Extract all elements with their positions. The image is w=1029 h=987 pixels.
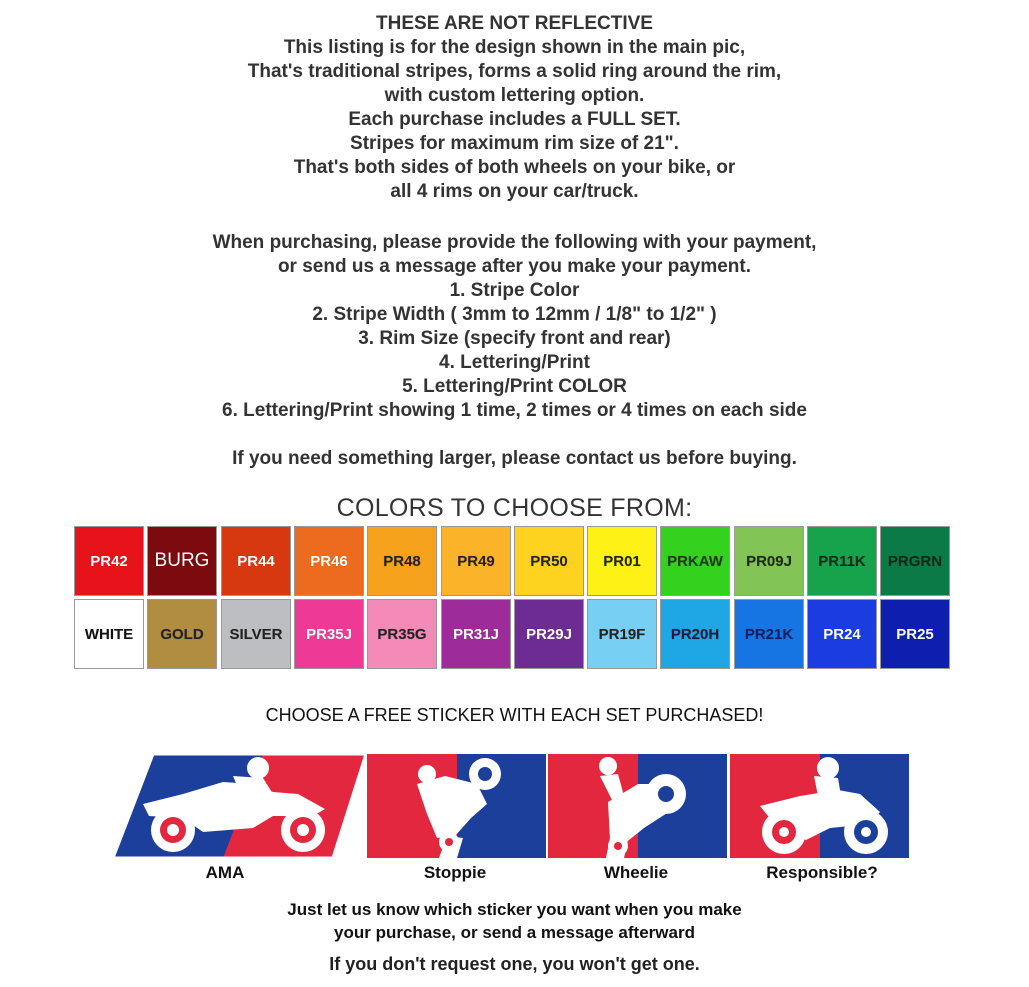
color-swatch-prkaw: PRKAW xyxy=(660,526,730,596)
footer-line: your purchase, or send a message afterward xyxy=(334,923,695,942)
sport-bike-rider-icon xyxy=(113,754,366,858)
color-swatch-burg: BURG xyxy=(147,526,217,596)
instruction-line: 6. Lettering/Print showing 1 time, 2 times or 4 times on each side xyxy=(222,400,807,421)
color-swatch-pr46: PR46 xyxy=(294,526,364,596)
color-swatch-pr35g: PR35G xyxy=(367,599,437,669)
colors-title: COLORS TO CHOOSE FROM: xyxy=(336,494,693,522)
color-swatch-pr11k: PR11K xyxy=(807,526,877,596)
instruction-line: or send us a message after you make your payment. xyxy=(277,256,752,277)
footer-line: Just let us know which sticker you want when you make xyxy=(287,900,742,919)
intro-line: all 4 rims on your car/truck. xyxy=(390,181,639,202)
footer-instructions xyxy=(0,898,1029,944)
color-swatch-pr49: PR49 xyxy=(441,526,511,596)
sticker-label-stoppie: Stoppie xyxy=(423,863,487,882)
intro-line: Stripes for maximum rim size of 21". xyxy=(350,133,679,154)
color-swatch-pr24: PR24 xyxy=(807,599,877,669)
intro-line: That's both sides of both wheels on your bike, or xyxy=(293,157,736,178)
color-swatch-pr19f: PR19F xyxy=(587,599,657,669)
sticker-wheelie xyxy=(548,754,727,858)
intro-line: Each purchase includes a FULL SET. xyxy=(348,109,681,130)
larger-note: If you need something larger, please contact us before buying. xyxy=(232,448,797,469)
instruction-line: 1. Stripe Color xyxy=(449,280,580,301)
color-swatch-pr21k: PR21K xyxy=(734,599,804,669)
intro-line: That's traditional stripes, forms a solid ring around the rim, xyxy=(247,61,782,82)
wheelie-rider-icon xyxy=(548,754,727,858)
color-swatch-pr09j: PR09J xyxy=(734,526,804,596)
color-swatch-pr50: PR50 xyxy=(514,526,584,596)
color-swatch-pr29j: PR29J xyxy=(514,599,584,669)
larger-note-block xyxy=(0,447,1029,471)
footer-note: If you don't request one, you won't get one. xyxy=(329,954,700,974)
instruction-line: 2. Stripe Width ( 3mm to 12mm / 1/8" to 1/2" ) xyxy=(312,304,717,325)
sticker-stoppie xyxy=(367,754,546,858)
sticker-responsible xyxy=(730,754,909,858)
color-swatch-white: WHITE xyxy=(74,599,144,669)
instruction-line: 3. Rim Size (specify front and rear) xyxy=(358,328,671,349)
instruction-line: 4. Lettering/Print xyxy=(439,352,590,373)
color-swatch-pr35j: PR35J xyxy=(294,599,364,669)
instruction-line: 5. Lettering/Print COLOR xyxy=(402,376,627,397)
intro-text xyxy=(0,12,1029,204)
color-swatch-gold: GOLD xyxy=(147,599,217,669)
responsible-rider-icon xyxy=(730,754,909,858)
intro-line: with custom lettering option. xyxy=(384,85,645,106)
color-swatch-pr20h: PR20H xyxy=(660,599,730,669)
color-swatch-pr25: PR25 xyxy=(880,599,950,669)
sticker-label-ama: AMA xyxy=(205,863,245,882)
color-swatch-pr42: PR42 xyxy=(74,526,144,596)
sticker-title: CHOOSE A FREE STICKER WITH EACH SET PURCHASED! xyxy=(265,705,764,725)
sticker-ama xyxy=(113,754,366,858)
color-swatch-pr31j: PR31J xyxy=(441,599,511,669)
color-swatch-silver: SILVER xyxy=(221,599,291,669)
color-swatch-pr44: PR44 xyxy=(221,526,291,596)
sticker-label-responsible: Responsible? xyxy=(766,863,878,882)
color-swatch-prgrn: PRGRN xyxy=(880,526,950,596)
intro-line: THESE ARE NOT REFLECTIVE xyxy=(376,13,653,34)
color-swatch-grid xyxy=(74,526,954,671)
sticker-label-wheelie: Wheelie xyxy=(603,863,669,882)
instructions-text xyxy=(0,231,1029,423)
intro-line: This listing is for the design shown in the main pic, xyxy=(283,37,746,58)
instruction-line: When purchasing, please provide the following with your payment, xyxy=(212,232,817,253)
color-swatch-pr01: PR01 xyxy=(587,526,657,596)
color-swatch-pr48: PR48 xyxy=(367,526,437,596)
stoppie-rider-icon xyxy=(367,754,546,858)
